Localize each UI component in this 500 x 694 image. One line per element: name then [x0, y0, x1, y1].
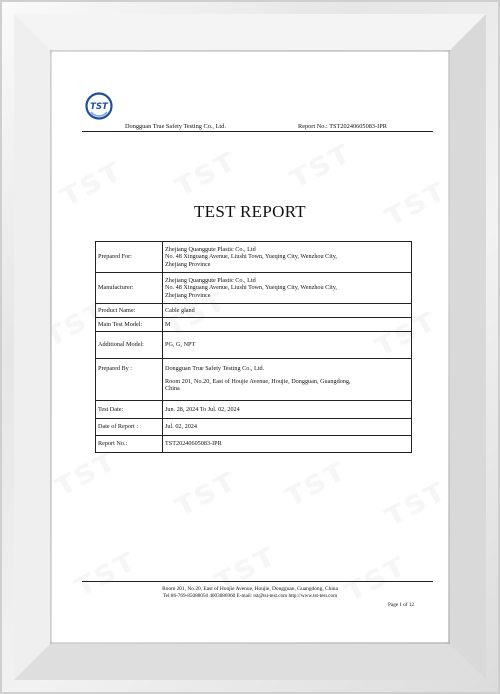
value-product-name: Cable gland [163, 304, 412, 318]
value-report-no: TST20240605083-IPR [163, 436, 412, 453]
value-test-date: Jun. 28, 2024 To Jul. 02, 2024 [163, 401, 412, 419]
label-product-name: Product Name: [96, 304, 163, 318]
table-row-product-name [96, 304, 412, 318]
table-row-report-no [96, 436, 412, 453]
tst-logo-icon [85, 92, 113, 120]
value-prepared-for: Zhejiang Quanggute Plastic Co., Ltd No. 48 Xinguang Avenue, Liushi Town, Yueqing City, Wenzhou City, Zhejiang Province [163, 242, 412, 273]
report-page [52, 52, 448, 642]
label-prepared-by: Prepared By : [96, 359, 163, 401]
table-row-test-date [96, 401, 412, 419]
label-additional-model: Additional Model: [96, 332, 163, 359]
footer-rule [82, 581, 433, 582]
footer-page-number: Page 1 of 12 [388, 602, 415, 608]
header-report-no: Report No.: TST20240605083-IPR [298, 123, 387, 130]
footer-address: Room 201, No.20, East of Houjie Avenue, Houjie, Dongguan, Guangdong, China [162, 586, 338, 592]
value-manufacturer: Zhejiang Quanggute Plastic Co., Ltd No. 48 Xinguang Avenue, Liushi Town, Yueqing City, Wenzhou City, Zhejiang Province [163, 273, 412, 304]
label-manufacturer: Manufacturer: [96, 273, 163, 304]
header-company: Dongguan True Safety Testing Co., Ltd. [125, 123, 226, 130]
label-date-of-report: Date of Report : [96, 419, 163, 436]
label-prepared-for: Prepared For: [96, 242, 163, 273]
table-row-additional-model [96, 332, 412, 359]
svg-text:TST: TST [90, 102, 108, 112]
value-main-test-model: M [163, 318, 412, 332]
label-main-test-model: Main Test Model: [96, 318, 163, 332]
label-report-no: Report No.: [96, 436, 163, 453]
table-row-manufacturer [96, 273, 412, 304]
report-info-table [95, 241, 412, 453]
table-row-prepared-by [96, 359, 412, 401]
table-row-prepared-for [96, 242, 412, 273]
label-test-date: Test Date: [96, 401, 163, 419]
footer-contact: Tel:86-769-85088050 4003086960 E-mail: tst@tst-test.com http://www.tst-test.com [162, 593, 338, 599]
report-title: TEST REPORT [193, 202, 306, 221]
header-rule [82, 131, 433, 132]
table-row-main-test-model [96, 318, 412, 332]
value-date-of-report: Jul. 02, 2024 [163, 419, 412, 436]
value-additional-model: PG, G, NPT [163, 332, 412, 359]
value-prepared-by: Dongguan True Safety Testing Co., Ltd. Room 201, No.20, East of Houjie Avenue, Houjie, Dongguan, Guangdong, China [163, 359, 412, 401]
table-row-date-of-report [96, 419, 412, 436]
